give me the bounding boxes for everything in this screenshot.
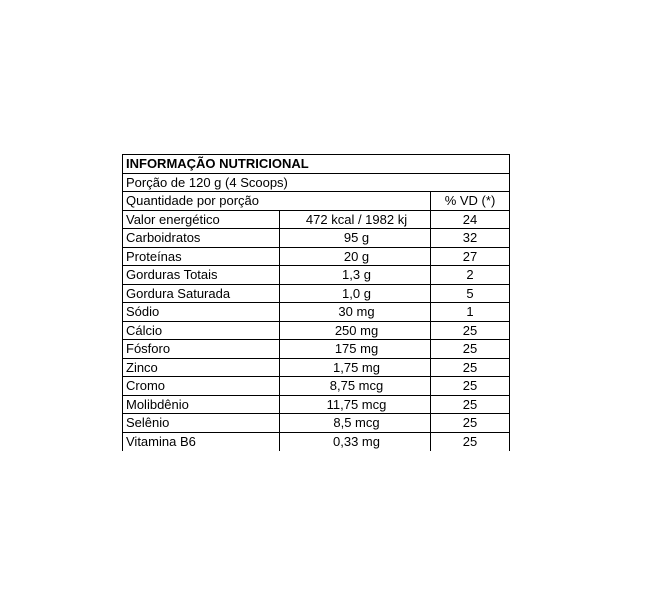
table-row — [123, 377, 509, 396]
table-row — [123, 414, 509, 433]
nutrient-name: Fósforo — [123, 340, 280, 358]
nutrient-vd: 25 — [462, 378, 478, 394]
nutrient-name: Valor energético — [123, 211, 280, 229]
nutrient-name: Cromo — [123, 377, 280, 395]
nutrient-vd: 5 — [466, 285, 474, 301]
nutrient-name: Gordura Saturada — [123, 285, 280, 303]
nutrient-vd: 25 — [462, 341, 478, 357]
nutrient-name: Zinco — [123, 359, 280, 377]
nutrient-vd: 32 — [462, 230, 478, 246]
nutrient-vd: 2 — [466, 267, 474, 283]
table-title-row — [123, 155, 509, 174]
table-row — [123, 303, 509, 322]
nutrient-name: Cálcio — [123, 322, 280, 340]
nutrient-name: Sódio — [123, 303, 280, 321]
nutrient-vd: 27 — [462, 248, 478, 264]
nutrient-name: Proteínas — [123, 248, 280, 266]
nutrient-quantity: 1,0 g — [280, 285, 431, 303]
table-row — [123, 211, 509, 230]
nutrient-quantity: 1,3 g — [280, 266, 431, 284]
nutrient-vd: 25 — [462, 396, 478, 412]
nutrient-quantity: 0,33 mg — [280, 433, 431, 452]
nutrient-quantity: 30 mg — [280, 303, 431, 321]
nutrient-quantity: 11,75 mcg — [280, 396, 431, 414]
table-row — [123, 285, 509, 304]
table-row — [123, 266, 509, 285]
nutrient-vd: 1 — [466, 304, 474, 320]
portion-row — [123, 174, 509, 193]
table-row — [123, 433, 509, 452]
nutrient-quantity: 175 mg — [280, 340, 431, 358]
nutrient-name: Carboidratos — [123, 229, 280, 247]
nutrient-name: Vitamina B6 — [123, 433, 280, 452]
portion-text: Porção de 120 g (4 Scoops) — [126, 174, 288, 190]
table-row — [123, 322, 509, 341]
nutrient-vd: 25 — [462, 434, 478, 450]
nutrient-vd: 24 — [462, 211, 478, 227]
nutrient-quantity: 20 g — [280, 248, 431, 266]
table-row — [123, 229, 509, 248]
nutrient-vd: 25 — [462, 359, 478, 375]
table-row — [123, 340, 509, 359]
table-title: INFORMAÇÃO NUTRICIONAL — [126, 156, 309, 172]
nutrient-quantity: 250 mg — [280, 322, 431, 340]
nutrition-facts-table — [122, 154, 510, 451]
header-row — [123, 192, 509, 211]
nutrient-vd: 25 — [462, 322, 478, 338]
header-quantity: Quantidade por porção — [123, 192, 431, 210]
nutrient-quantity: 472 kcal / 1982 kj — [280, 211, 431, 229]
nutrient-name: Gorduras Totais — [123, 266, 280, 284]
table-row — [123, 248, 509, 267]
table-row — [123, 359, 509, 378]
nutrient-name: Molibdênio — [123, 396, 280, 414]
nutrient-quantity: 95 g — [280, 229, 431, 247]
nutrient-quantity: 1,75 mg — [280, 359, 431, 377]
nutrient-quantity: 8,5 mcg — [280, 414, 431, 432]
nutrient-quantity: 8,75 mcg — [280, 377, 431, 395]
header-vd: % VD (*) — [444, 193, 496, 209]
nutrient-vd: 25 — [462, 415, 478, 431]
table-row — [123, 396, 509, 415]
nutrient-name: Selênio — [123, 414, 280, 432]
